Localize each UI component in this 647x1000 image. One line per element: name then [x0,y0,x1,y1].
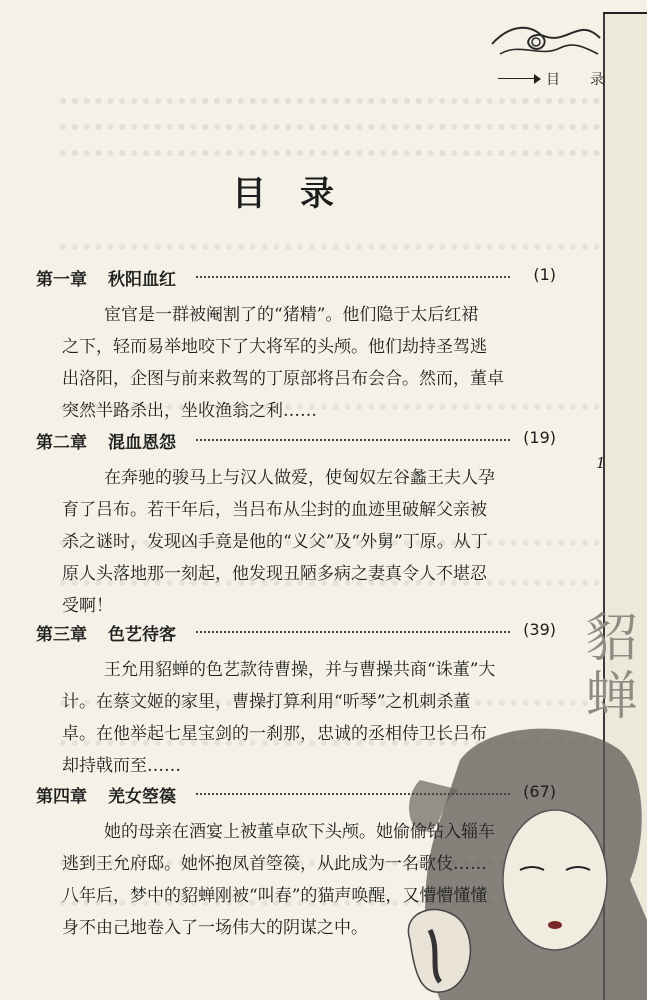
summary-line: 王允用貂蝉的色艺款待曹操，并与曹操共商“诛董”大 [104,660,496,680]
running-head [498,68,608,90]
chapter-number: 第二章 [36,433,87,453]
summary-line: 受啊！ [62,596,113,616]
chapter-number: 第四章 [36,787,87,807]
chapter-title: 秋阳血红 [108,270,176,290]
summary-line: 逃到王允府邸。她怀抱凤首箜篌，从此成为一名歌伎…… [62,854,487,874]
summary-line: 计。在蔡文姬的家里，曹操打算利用“听琴”之机刺杀董 [62,692,471,712]
page-number: 1 [596,454,606,472]
summary-line: 她的母亲在酒宴上被董卓砍下头颅。她偷偷钻入辎车 [104,822,495,842]
calligraphy-watermark: 貂蝉 [576,610,636,726]
chapter-title: 色艺待客 [108,625,176,645]
chapter-entry[interactable] [36,265,556,427]
summary-line: 在奔驰的骏马上与汉人做爱，使匈奴左谷蠡王夫人孕 [104,468,495,488]
chapter-title: 混血恩怨 [108,433,176,453]
chapter-page: (67) [523,782,556,801]
chapter-heading [36,620,556,646]
leader-dots [196,276,510,278]
arrow-icon [534,74,541,84]
chapter-page: (39) [523,620,556,639]
chapter-heading [36,428,556,454]
leader-dots [196,439,510,441]
summary-line: 却持戟而至…… [62,756,181,776]
summary-line: 原人头落地那一刻起，他发现丑陋多病之妻真令人不堪忍 [62,564,487,584]
summary-line: 杀之谜时，发现凶手竟是他的“义父”及“外舅”丁原。从丁 [62,532,488,552]
chapter-entry[interactable] [36,782,556,944]
summary-line: 八年后，梦中的貂蝉刚被“叫春”的猫声唤醒，又懵懵懂懂 [62,886,488,906]
chapter-page: (1) [533,265,556,284]
chapter-summary [36,816,556,944]
running-head-text-2: 录 [590,72,604,88]
summary-line: 育了吕布。若干年后，当吕布从尘封的血迹里破解父亲被 [62,500,487,520]
running-head-rule [498,78,538,79]
chapter-page: (19) [523,428,556,447]
chapter-heading [36,265,556,291]
chapter-entry[interactable] [36,620,556,782]
leader-dots [196,793,510,795]
summary-line: 宦官是一群被阉割了的“猪精”。他们隐于太后红裙 [104,305,479,325]
chapter-number: 第三章 [36,625,87,645]
summary-line: 突然半路杀出，坐收渔翁之利…… [62,401,317,421]
summary-line: 身不由己地卷入了一场伟大的阴谋之中。 [62,918,368,938]
chapter-title: 羌女箜篌 [108,787,176,807]
leader-dots [196,631,510,633]
summary-line: 之下，轻而易举地咬下了大将军的头颅。他们劫持圣驾逃 [62,337,487,357]
chapter-heading [36,782,556,808]
chapter-number: 第一章 [36,270,87,290]
chapter-summary [36,462,556,622]
page-title: 目录 [232,174,368,214]
chapter-entry[interactable] [36,428,556,622]
running-head-text-1: 目 [546,72,560,88]
summary-line: 出洛阳，企图与前来救驾的丁原部将吕布会合。然而，董卓 [62,369,504,389]
chapter-summary [36,654,556,782]
cloud-swirl-ornament [490,14,602,66]
chapter-summary [36,299,556,427]
summary-line: 卓。在他举起七星宝剑的一刹那，忠诚的丞相侍卫长吕布 [62,724,487,744]
